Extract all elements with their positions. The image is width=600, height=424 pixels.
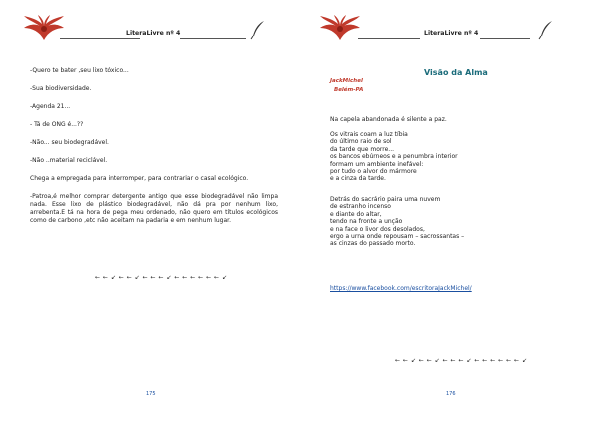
page-number: 176 (446, 391, 456, 397)
poem-line: Os vitrais coam a luz tíbia (330, 131, 408, 138)
paragraph: -Não ..material reciclável. (30, 157, 108, 164)
left-page-text (30, 67, 278, 225)
header-divider (358, 38, 420, 39)
author-name: JackMichel (330, 78, 363, 84)
poem-line: Detrás do sacrário paira uma nuvem (330, 196, 441, 203)
poem-line: e diante do altar, (330, 210, 382, 218)
poem-line: Na capela abandonada é silente a paz. (330, 116, 447, 123)
author-place: Belém-PA (334, 87, 364, 93)
winged-emblem-icon (22, 14, 66, 44)
poem-title: Visão da Alma (424, 68, 488, 77)
header-title: LiteraLivre nº 4 (424, 30, 479, 37)
poem-line: por tudo o alvor do mármore (330, 168, 417, 176)
poem-line: do último raio de sol (330, 138, 392, 146)
poem-line: e na face o livor dos desolados, (330, 225, 425, 233)
header-divider (180, 38, 246, 39)
paragraph: -Quero te bater ,seu lixo tóxico... (30, 67, 129, 74)
header-divider (480, 38, 530, 39)
poem-line: as cinzas do passado morto. (330, 240, 416, 248)
ornament-divider: ← ← ↙ ← ← ↙ ← ← ← ↙ ← ← ← ← ← ← ↙ (395, 357, 528, 364)
paragraph: - Tá de ONG é...?? (30, 121, 84, 128)
header-divider (60, 38, 140, 39)
paragraph: -Patroa,é melhor comprar detergente antigo que esse biodegradável não limpa nada. Esse lixo de plástico biodegradável, não dá pra por nenhum lixo, arrebenta.E tá na hora de pega meu ordenado, não quero em títulos ecológicos como de carbono ,etc não aceitam na padaria e em nenhum lugar. (30, 193, 278, 224)
facebook-link[interactable]: https://www.facebook.com/escritoraJackMichel/ (330, 285, 472, 292)
poem-line: formam um ambiente inefável: (330, 160, 424, 168)
page-number: 175 (146, 391, 156, 397)
poem-line: tendo na fronte a unção (330, 218, 403, 226)
poem-line: ergo a urna onde repousam – sacrossantas – (330, 233, 465, 241)
paragraph: -Agenda 21... (30, 103, 71, 110)
winged-emblem-icon (318, 14, 362, 44)
poem-line: os bancos ebúrneos e a penumbra interior (330, 153, 458, 161)
poem-stanza (330, 116, 447, 123)
poem-line: e a cinza da tarde. (330, 175, 386, 183)
poem-stanza (330, 196, 464, 248)
paragraph: -Não... seu biodegradável. (30, 139, 109, 146)
poem-line: da tarde que morre... (330, 145, 395, 153)
ornament-divider: ← ← ↙ ← ← ↙ ← ← ← ↙ ← ← ← ← ← ← ↙ (95, 274, 228, 281)
header-title: LiteraLivre nº 4 (126, 30, 181, 37)
quill-pen-icon (250, 20, 266, 40)
quill-pen-icon (538, 20, 554, 40)
paragraph: Chega a empregada para interromper, para contrariar o casal ecológico. (30, 175, 249, 182)
poem-line: de estranho incenso (330, 203, 391, 211)
poem-stanza (330, 131, 458, 183)
paragraph: -Sua biodiversidade. (30, 85, 92, 92)
